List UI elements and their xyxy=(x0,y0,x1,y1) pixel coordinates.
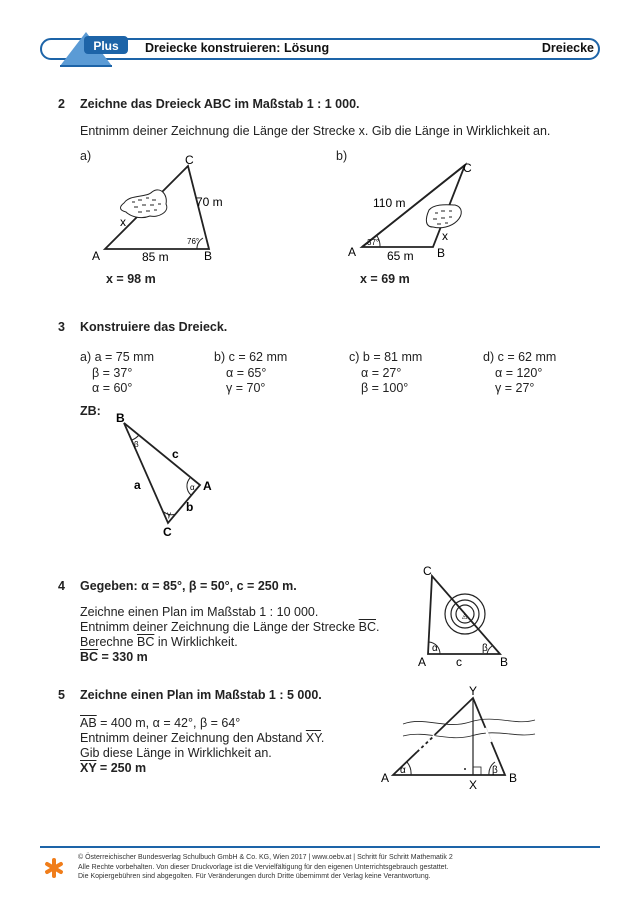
svg-text:B: B xyxy=(116,411,125,425)
svg-text:γ: γ xyxy=(167,510,171,519)
task-heading: Zeichne einen Plan im Maßstab 1 : 5 000. xyxy=(80,688,322,702)
task4-figure xyxy=(412,562,522,672)
given-values-d: d) c = 62 mm α = 120° γ = 27° xyxy=(483,350,557,395)
given-values-b: b) c = 62 mm α = 65° γ = 70° xyxy=(214,350,288,395)
svg-text:β: β xyxy=(134,440,139,449)
svg-text:α: α xyxy=(400,765,406,776)
task-instruction: Entnimm deiner Zeichnung die Länge der Strecke x. Gib die Länge in Wirklichkeit an. xyxy=(80,124,551,138)
page-category: Dreiecke xyxy=(541,41,594,55)
svg-text:C: C xyxy=(423,564,432,578)
svg-text:α: α xyxy=(432,643,438,654)
svg-text:c: c xyxy=(456,655,462,669)
svg-text:A: A xyxy=(348,245,357,259)
svg-text:◬: ◬ xyxy=(462,613,468,620)
svg-text:65 m: 65 m xyxy=(387,249,414,263)
task-number: 4 xyxy=(58,579,65,593)
result: x = 98 m xyxy=(106,272,156,286)
svg-text:α: α xyxy=(190,483,195,492)
page-title: Dreiecke konstruieren: Lösung xyxy=(145,41,330,55)
given-values-c: c) b = 81 mm α = 27° β = 100° xyxy=(349,350,423,395)
svg-text:B: B xyxy=(509,771,518,785)
plus-logo xyxy=(56,30,130,68)
svg-text:b: b xyxy=(186,500,194,514)
svg-text:B: B xyxy=(437,246,446,260)
subtask-label: b) xyxy=(336,149,348,163)
svg-text:76°: 76° xyxy=(187,237,200,246)
svg-text:c: c xyxy=(172,447,179,461)
task-number: 2 xyxy=(58,97,65,111)
triangle-figure-a xyxy=(90,152,230,267)
footer-divider xyxy=(40,846,600,848)
svg-text:C: C xyxy=(185,153,194,167)
example-triangle xyxy=(110,410,230,540)
result: x = 69 m xyxy=(360,272,410,286)
publisher-star-icon xyxy=(42,856,66,880)
given-values-a: a) a = 75 mm β = 37° α = 60° xyxy=(80,350,155,395)
svg-text:C: C xyxy=(463,161,472,175)
task-number: 3 xyxy=(58,320,65,334)
svg-text:x: x xyxy=(442,229,448,243)
subtask-label: a) xyxy=(80,149,92,163)
svg-text:B: B xyxy=(500,655,509,669)
svg-text:110 m: 110 m xyxy=(373,196,406,210)
example-label: ZB: xyxy=(80,404,101,418)
triangle-figure-b xyxy=(345,155,485,265)
svg-text:a: a xyxy=(134,478,141,492)
svg-text:A: A xyxy=(418,655,427,669)
svg-text:C: C xyxy=(163,525,172,539)
task5-figure xyxy=(375,680,545,795)
task-heading: Gegeben: α = 85°, β = 50°, c = 250 m. xyxy=(80,579,297,593)
svg-text:X: X xyxy=(469,778,478,792)
task-heading: Zeichne das Dreieck ABC im Maßstab 1 : 1 000. xyxy=(80,97,360,111)
svg-text:β: β xyxy=(482,643,488,654)
task-heading: Konstruiere das Dreieck. xyxy=(80,320,228,334)
svg-text:85 m: 85 m xyxy=(142,250,169,264)
svg-text:A: A xyxy=(92,249,101,263)
svg-text:70 m: 70 m xyxy=(196,195,223,209)
svg-text:37°: 37° xyxy=(367,238,380,247)
task-line: $\overline{AB} = 400$ m, α = 42°, β = 64° Entnimm deiner Zeichnung den Abstand $\overline{XY}$. Gib diese Länge in Wirklichkeit an. $\overline{XY} = 250$ m xyxy=(80,716,325,775)
task-number: 5 xyxy=(58,688,65,702)
svg-text:A: A xyxy=(381,771,390,785)
svg-text:Plus: Plus xyxy=(93,39,119,53)
svg-text:x: x xyxy=(120,215,126,229)
svg-text:β: β xyxy=(492,765,498,776)
svg-text:A: A xyxy=(203,479,212,493)
svg-text:B: B xyxy=(204,249,213,263)
svg-text:Y: Y xyxy=(469,684,478,698)
task-line: Zeichne einen Plan im Maßstab 1 : 10 000. Entnimm deiner Zeichnung die Länge der Strecke $\overline{BC}$. Berechne $\overline{BC}$ in Wirklichkeit. $\overline{BC} = 330$ m xyxy=(80,605,380,664)
copyright-notice: © Österreichischer Bundesverlag Schulbuch GmbH & Co. KG, Wien 2017 | www.oebv.at | Schritt für Schritt Mathematik 2 Alle Rechte vorbehalten. Von dieser Druckvorlage ist die Vervielfältigung für den eigenen Unterrichtsgebrauch gestattet. Die Kopiergebühren sind abgegolten. Für Veränderungen durch Dritte übernimmt der Verlag keine Verantwortung. xyxy=(78,854,453,880)
